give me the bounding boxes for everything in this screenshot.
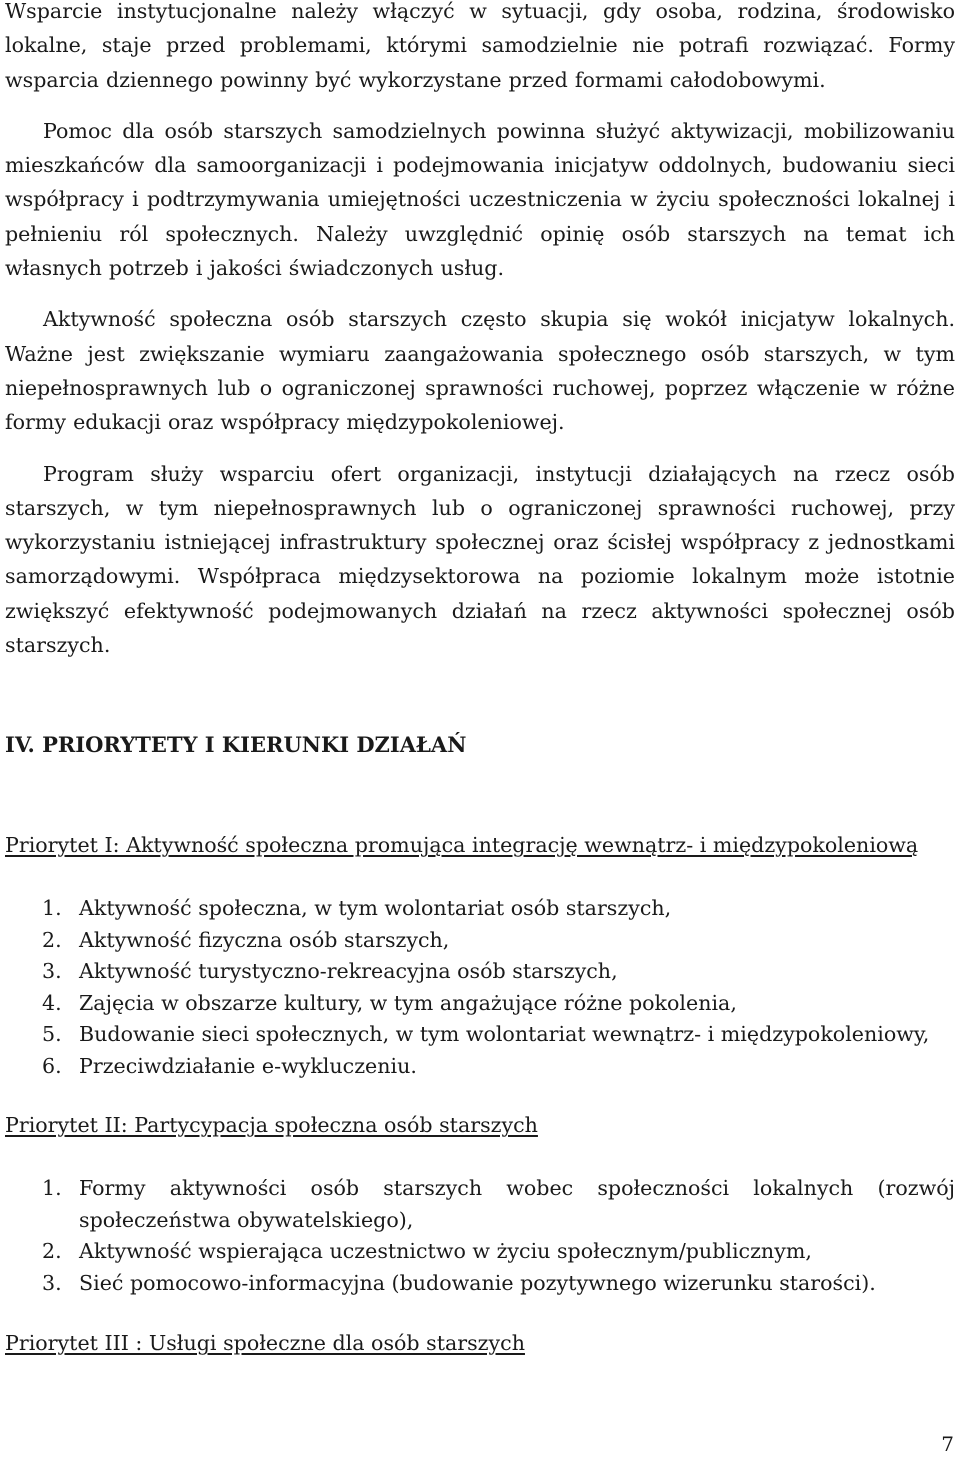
list-item: 1. Formy aktywności osób starszych wobec społeczności lokalnych (rozwój społeczeństwa obywatelskiego), xyxy=(42,1176,955,1232)
priority-2-list xyxy=(5,1173,955,1299)
list-item: 1. Aktywność społeczna, w tym wolontariat osób starszych, xyxy=(42,896,672,921)
list-item: 3. Sieć pomocowo-informacyjna (budowanie pozytywnego wizerunku starości). xyxy=(42,1270,876,1295)
paragraph-program-support: Program służy wsparciu ofert organizacji, instytucji działających na rzecz osób starszych, w tym niepełnosprawnych lub o ograniczonej sprawności ruchowej, przy wykorzystaniu istniejącej infrastruktury społecznej oraz ścisłej współpracy z jednostkami samorządowymi. Współpraca międzysektorowa na poziomie lokalnym może istotnie zwiększyć efektywność podejmowanych działań na rzecz aktywności społecznej osób starszych. xyxy=(5,461,955,658)
list-item: 2. Aktywność fizyczna osób starszych, xyxy=(42,927,450,952)
list-item: 5. Budowanie sieci społecznych, w tym wolontariat wewnątrz- i międzypokoleniowy, xyxy=(42,1022,930,1047)
paragraph-social-activity: Aktywność społeczna osób starszych często skupia się wokół inicjatyw lokalnych. Ważne jest zwiększanie wymiaru zaangażowania społecznego osób starszych, w tym niepełnosprawnych lub o ograniczonej sprawności ruchowej, poprzez włączenie w różne formy edukacji oraz współpracy międzypokoleniowej. xyxy=(5,307,955,435)
priority-1-title: Priorytet I: Aktywność społeczna promująca integrację wewnątrz- i międzypokoleniową xyxy=(5,833,919,858)
list-item: 6. Przeciwdziałanie e-wykluczeniu. xyxy=(42,1053,417,1078)
priority-3-title: Priorytet III : Usługi społeczne dla osób starszych xyxy=(5,1331,525,1356)
list-item: 4. Zajęcia w obszarze kultury, w tym angażujące różne pokolenia, xyxy=(42,990,737,1015)
priority-1-list xyxy=(5,893,955,1082)
document-page xyxy=(5,0,955,1360)
paragraph-help-for-elderly: Pomoc dla osób starszych samodzielnych powinna służyć aktywizacji, mobilizowaniu mieszkańców dla samoorganizacji i podejmowania inicjatyw oddolnych, budowaniu sieci współpracy i podtrzymywania umiejętności uczestniczenia w życiu społeczności lokalnej i pełnieniu ról społecznych. Należy uwzględnić opinię osób starszych na temat ich własnych potrzeb i jakości świadczonych usług. xyxy=(5,118,955,281)
priority-2-title: Priorytet II: Partycypacja społeczna osób starszych xyxy=(5,1113,538,1138)
list-item: 3. Aktywność turystyczno-rekreacyjna osób starszych, xyxy=(42,959,618,984)
section-heading: IV. PRIORYTETY I KIERUNKI DZIAŁAŃ xyxy=(5,732,467,758)
paragraph-institutional-support: Wsparcie instytucjonalne należy włączyć w sytuacji, gdy osoba, rodzina, środowisko lokalne, staje przed problemami, którymi samodzielnie nie potrafi rozwiązać. Formy wsparcia dziennego powinny być wykorzystane przed formami całodobowymi. xyxy=(5,0,955,92)
list-item: 2. Aktywność wspierająca uczestnictwo w życiu społecznym/publicznym, xyxy=(42,1239,812,1264)
page-number: 7 xyxy=(941,1432,954,1456)
